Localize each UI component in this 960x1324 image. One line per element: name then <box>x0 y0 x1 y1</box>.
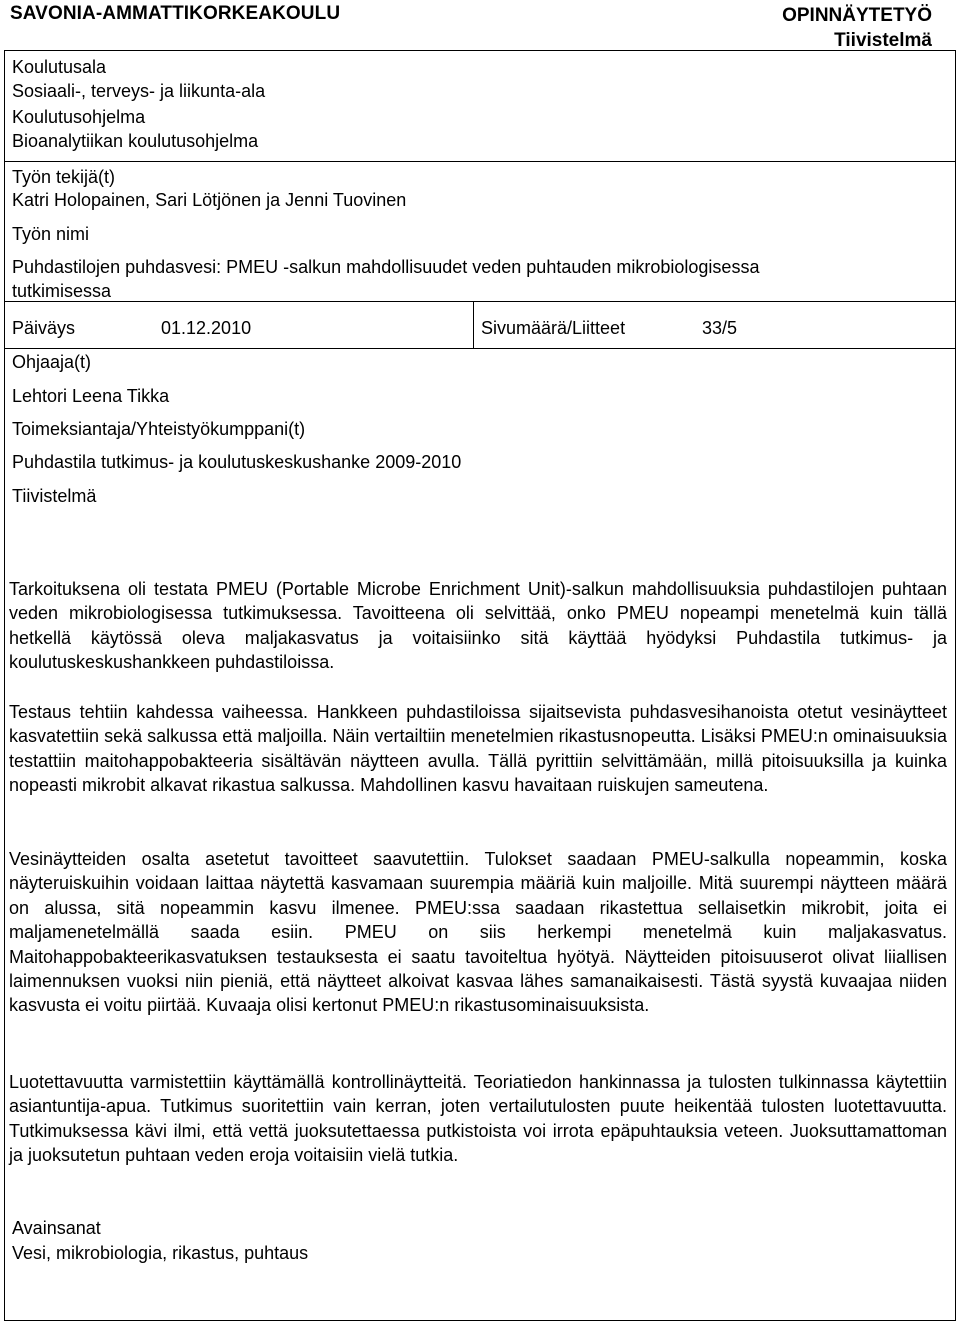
abstract-paragraph: Luotettavuutta varmistettiin käyttämällä kontrollinäytteitä. Teoriatiedon hankinnassa ja tulosten tulkinnassa käytettiin asiantuntija-apua. Tutkimus suoritettiin vain kerran, joten vertailutulosten puute heikentää tulosten luotettavuutta. Tutkimuksessa kävi ilmi, että vettä juoksutettaessa putkistoista voi irrota epäpuhtauksia veteen. Juoksuttamattoman ja juoksutetun puhtaan veden eroja voitaisiin vielä tutkia. <box>9 1072 947 1166</box>
document-type-subtitle: Tiivistelmä <box>834 30 932 51</box>
field-value-date: 01.12.2010 <box>161 318 252 338</box>
abstract-paragraph: Testaus tehtiin kahdessa vaiheessa. Hankkeen puhdastiloissa sijaitsevista puhdasvesihanoista otetut vesinäytteet kasvatettiin sekä salkussa että maljoilla. Näin vertailtiin menetelmien rikastusnopeutta. Lisäksi PMEU:n ominaisuuksia testattiin maitohappobakteeria sisältävän näytteen avulla. Tällä pyrittiin selvittämään, millä pitoisuuksilla ja kuinka nopeasti mikrobit alkavat rikastua salkussa. Mahdollinen kasvu havaitaan ruiskujen sameutena. <box>9 702 947 796</box>
field-value-commissioner: Puhdastila tutkimus- ja koulutuskeskushanke 2009-2010 <box>12 452 462 472</box>
document-type <box>782 3 932 53</box>
divider <box>5 348 955 349</box>
field-label-koulutusala: Koulutusala <box>12 57 107 77</box>
field-value-pages: 33/5 <box>702 318 738 338</box>
field-value-title-line1: Puhdastilojen puhdasvesi: PMEU -salkun mahdollisuudet veden puhtauden mikrobiologisessa <box>12 257 760 277</box>
field-label-commissioner: Toimeksiantaja/Yhteistyökumppani(t) <box>12 419 306 439</box>
field-value-supervisor: Lehtori Leena Tikka <box>12 386 170 406</box>
field-label-keywords: Avainsanat <box>12 1218 101 1238</box>
field-label-date: Päiväys <box>12 318 76 338</box>
field-label-title: Työn nimi <box>12 224 90 244</box>
abstract-paragraph: Tarkoituksena oli testata PMEU (Portable Microbe Enrichment Unit)-salkun mahdollisuuksia puhdastilojen puhtaan veden mikrobiologisessa tutkimuksessa. Tavoitteena oli selvittää, onko PMEU nopeampi menetelmä kuin tällä hetkellä käytössä oleva maljakasvatus ja voitaisiinko sitä käyttää hyödyksi Puhdastila tutkimus- ja koulutuskeskushankkeen puhdastiloissa. <box>9 579 947 673</box>
field-value-title-line2: tutkimisessa <box>12 281 112 301</box>
institution-name: SAVONIA-AMMATTIKORKEAKOULU <box>10 3 341 24</box>
field-label-supervisor: Ohjaaja(t) <box>12 352 92 372</box>
field-label-abstract: Tiivistelmä <box>12 486 97 506</box>
field-label-authors: Työn tekijä(t) <box>12 167 116 187</box>
field-label-pages: Sivumäärä/Liitteet <box>481 318 626 338</box>
document-type-title: OPINNÄYTETYÖ <box>782 5 932 26</box>
divider <box>5 301 955 302</box>
divider <box>5 161 955 162</box>
divider <box>473 301 474 348</box>
abstract-paragraph: Vesinäytteiden osalta asetetut tavoitteet saavutettiin. Tulokset saadaan PMEU-salkulla nopeammin, koska näyteruiskuihin voidaan laittaa näytettä kasvamaan suurempia määriä kuin maljoille. Mitä suurempi näytteen määrä on alussa, sitä nopeammin kasvu ilmenee. PMEU:ssa saadaan rikastettua sellaisetkin mikrobit, joita ei maljamenetelmällä saada esiin. PMEU on siis herkempi menetelmä kuin maljakasvatus. Maitohappobakteerikasvatuksen testauksesta ei saatu tavoiteltua hyötyä. Näytteiden pitoisuuserot olivat liiallisen laimennuksen vuoksi niin pieniä, että näytteet alkoivat kasvaa lähes samanaikaisesti. Tästä syystä kuvaajaa niiden kasvusta ei voitu piirtää. Kuvaaja olisi kertonut PMEU:n rikastusominaisuuksista. <box>9 849 947 1016</box>
field-value-authors: Katri Holopainen, Sari Lötjönen ja Jenni Tuovinen <box>12 190 407 210</box>
abstract-form <box>4 50 956 1321</box>
field-value-koulutusala: Sosiaali-, terveys- ja liikunta-ala <box>12 81 266 101</box>
field-label-koulutusohjelma: Koulutusohjelma <box>12 107 146 127</box>
field-value-keywords: Vesi, mikrobiologia, rikastus, puhtaus <box>12 1243 309 1263</box>
field-value-koulutusohjelma: Bioanalytiikan koulutusohjelma <box>12 131 259 151</box>
